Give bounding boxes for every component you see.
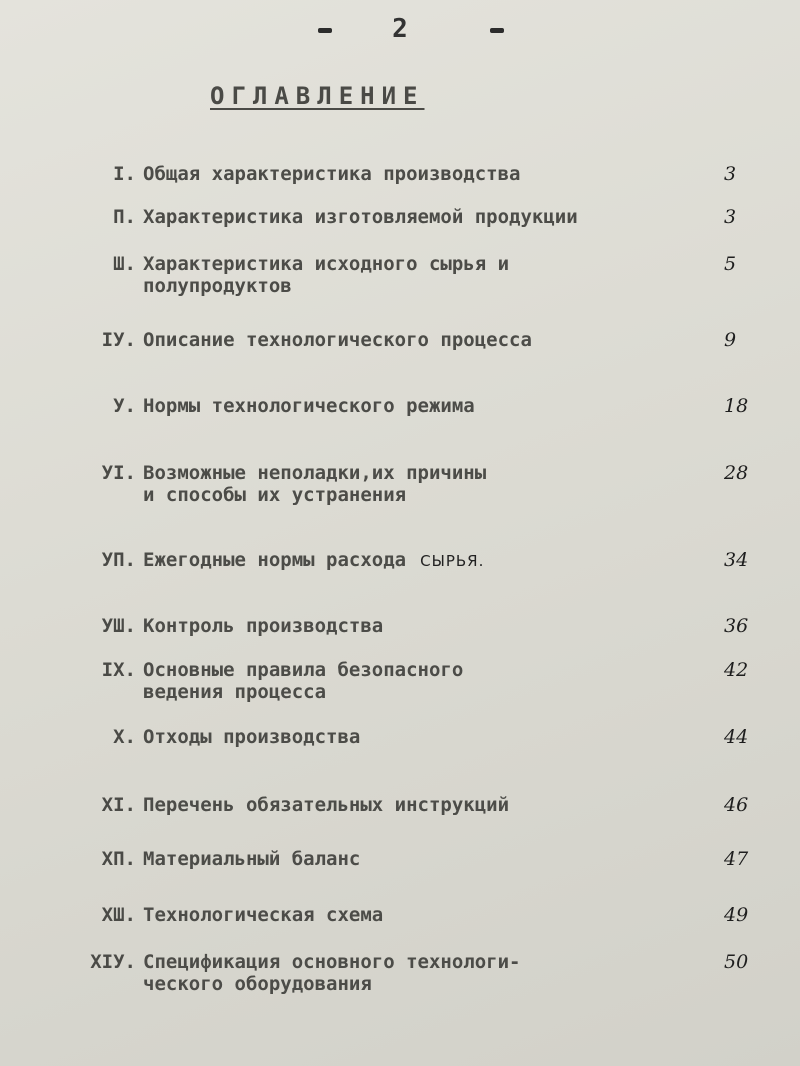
- toc-entry: [0, 951, 800, 1011]
- toc-entry: [0, 395, 800, 455]
- toc-entry: [0, 462, 800, 522]
- toc-title: [143, 549, 663, 572]
- toc-title: Общая характеристика производства: [143, 163, 521, 185]
- toc-entry: [0, 549, 800, 609]
- toc-page-number: 50: [724, 951, 749, 973]
- toc-title: Отходы производства: [143, 726, 361, 748]
- toc-title: Нормы технологического режима: [143, 395, 475, 417]
- toc-numeral: XI.: [101, 794, 136, 816]
- toc-page-number: 44: [724, 726, 749, 748]
- toc-title: Характеристика изготовляемой продукции: [143, 206, 578, 228]
- toc-numeral: УI.: [101, 462, 136, 484]
- toc-numeral: П.: [113, 206, 136, 228]
- toc-entry: [0, 329, 800, 389]
- toc-page-number: 28: [724, 462, 749, 484]
- toc-page-number: 49: [724, 904, 749, 926]
- toc-title-text: Ежегодные нормы расхода: [143, 549, 407, 571]
- toc-page-number: 42: [724, 659, 749, 681]
- toc-page-number: 36: [724, 615, 749, 637]
- page-number: 2: [392, 14, 408, 44]
- toc-title: Перечень обязательных инструкций: [143, 794, 510, 816]
- toc-numeral: УШ.: [101, 615, 136, 637]
- page-number-dash-right: [490, 28, 504, 33]
- handwritten-note: СЫРЬЯ.: [420, 552, 485, 570]
- toc-numeral: УП.: [101, 549, 136, 571]
- toc-numeral: XШ.: [101, 904, 136, 926]
- toc-title: Описание технологического процесса: [143, 329, 532, 351]
- toc-page-number: 46: [724, 794, 749, 816]
- toc-page-number: 47: [724, 848, 749, 870]
- toc-numeral: У.: [113, 395, 136, 417]
- toc-title: Спецификация основного технологи- ческого оборудования: [143, 951, 521, 995]
- toc-page-number: 5: [724, 253, 737, 275]
- toc-numeral: XIУ.: [90, 951, 136, 973]
- toc-numeral: XП.: [101, 848, 136, 870]
- toc-title: Контроль производства: [143, 615, 384, 637]
- toc-page-number: 9: [724, 329, 737, 351]
- toc-entry: [0, 794, 800, 854]
- toc-title: Технологическая схема: [143, 904, 384, 926]
- toc-page-number: 34: [724, 549, 749, 571]
- toc-title: Материальный баланс: [143, 848, 361, 870]
- toc-page-number: 3: [724, 163, 737, 185]
- toc-title: Возможные неполадки,их причины и способы их устранения: [143, 462, 487, 506]
- toc-entry: [0, 726, 800, 786]
- toc-page-number: 18: [724, 395, 749, 417]
- toc-numeral: IУ.: [101, 329, 136, 351]
- toc-numeral: I.: [113, 163, 136, 185]
- toc-numeral: IX.: [101, 659, 136, 681]
- toc-title: Характеристика исходного сырья и полупродуктов: [143, 253, 510, 297]
- toc-title: Основные правила безопасного ведения процесса: [143, 659, 464, 703]
- toc-page-number: 3: [724, 206, 737, 228]
- toc-entry: [0, 848, 800, 908]
- toc-numeral: X.: [113, 726, 136, 748]
- page-title: ОГЛАВЛЕНИЕ: [210, 82, 425, 110]
- toc-entry: [0, 253, 800, 313]
- toc-numeral: Ш.: [113, 253, 136, 275]
- toc-entry: [0, 659, 800, 719]
